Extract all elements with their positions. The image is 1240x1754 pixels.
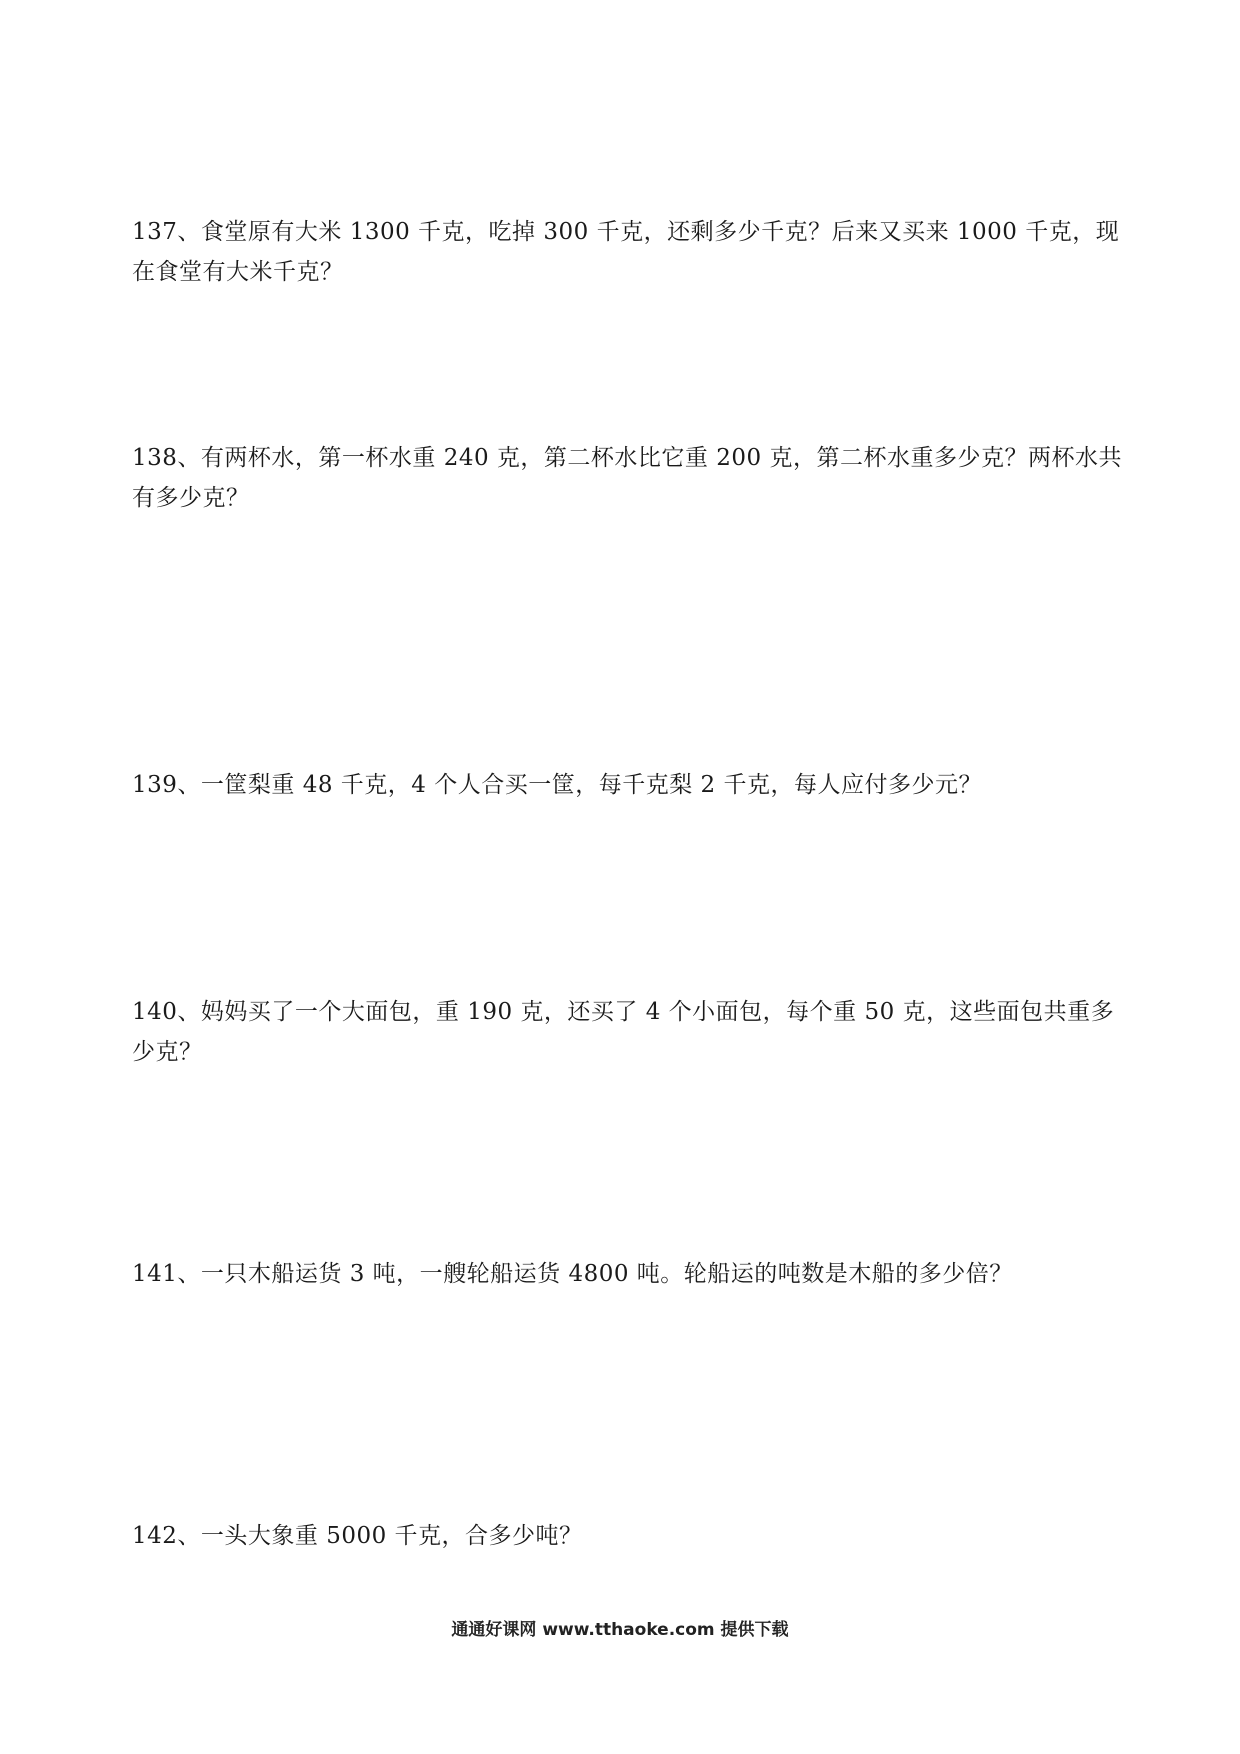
problem-141: 141、一只木船运货 3 吨，一艘轮船运货 4800 吨。轮船运的吨数是木船的多少倍？ (132, 1261, 1013, 1287)
problem-139: 139、一筐梨重 48 千克，4 个人合买一筐，每千克梨 2 千克，每人应付多少元？ (132, 772, 982, 798)
problem-140: 140、妈妈买了一个大面包，重 190 克，还买了 4 个小面包，每个重 50 克，这些面包共重多少克？ (132, 999, 1115, 1065)
problem-137: 137、食堂原有大米 1300 千克，吃掉 300 千克，还剩多少千克？后来又买来 1000 千克，现在食堂有大米千克？ (132, 219, 1120, 285)
problem-142: 142、一头大象重 5000 千克，合多少吨？ (132, 1523, 583, 1549)
problem-138: 138、有两杯水，第一杯水重 240 克，第二杯水比它重 200 克，第二杯水重多少克？两杯水共有多少克？ (132, 445, 1122, 511)
page-footer: 通通好课网 www.tthaoke.com 提供下载 (451, 1620, 789, 1640)
